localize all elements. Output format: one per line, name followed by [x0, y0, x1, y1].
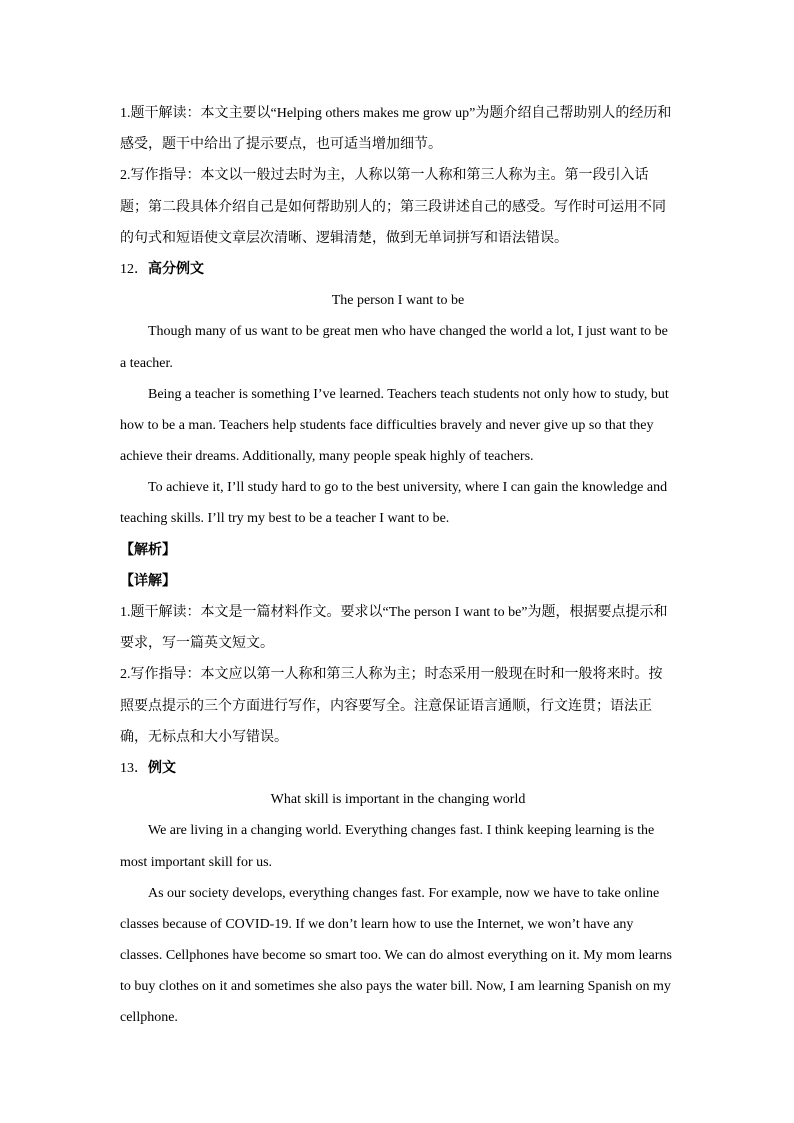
text-line: Though many of us want to be great men who have changed the world a lot, I just want to be [148, 324, 668, 340]
text-line: 感受，题干中给出了提示要点，也可适当增加细节。 [120, 137, 442, 153]
text-line: to buy clothes on it and sometimes she also pays the water bill. Now, I am learning Spanish on my [120, 979, 671, 995]
text-line: how to be a man. Teachers help students face difficulties bravely and never give up so that they [120, 417, 654, 433]
text-line: teaching skills. I’ll try my best to be a teacher I want to be. [120, 511, 450, 527]
text-line: 确，无标点和大小写错误。 [120, 729, 288, 745]
text-line: classes because of COVID-19. If we don’t learn how to use the Internet, we won’t have any [120, 916, 634, 932]
text-line: 2.写作指导：本文应以第一人称和第三人称为主；时态采用一般现在时和一般将来时。按 [120, 667, 663, 683]
section-heading-13 [120, 753, 676, 784]
text-line: As our society develops, everything changes fast. For example, now we have to take online [148, 885, 660, 901]
section-title: 高分例文 [148, 261, 204, 277]
section-title: 例文 [148, 760, 176, 776]
text-line: 1.题干解读：本文主要以“Helping others makes me grow up”为题介绍自己帮助别人的经历和 [120, 106, 672, 121]
text-line: 要求，写一篇英文短文。 [120, 636, 274, 652]
section-number: 12． [120, 261, 148, 277]
essay-title: What skill is important in the changing world [270, 792, 526, 808]
text-line: 照要点提示的三个方面进行写作，内容要写全。注意保证语言通顺，行文连贯；语法正 [120, 698, 652, 714]
text-line: 1.题干解读：本文是一篇材料作文。要求以“The person I want to be”为题，根据要点提示和 [120, 605, 668, 620]
text-line: most important skill for us. [120, 854, 273, 870]
text-line: 题；第二段具体介绍自己是如何帮助别人的；第三段讲述自己的感受。写作时可运用不同 [120, 199, 666, 215]
text-line: Being a teacher is something I’ve learned. Teachers teach students not only how to study, but [148, 386, 669, 402]
text-line: achieve their dreams. Additionally, many people speak highly of teachers. [120, 449, 534, 465]
text-line: classes. Cellphones have become so smart too. We can do almost everything on it. My mom learns [120, 948, 672, 964]
text-line: a teacher. [120, 355, 173, 371]
text-line: 2.写作指导：本文以一般过去时为主，人称以第一人称和第三人称为主。第一段引入话 [120, 168, 649, 184]
text-line: To achieve it, I’ll study hard to go to the best university, where I can gain the knowledge and [148, 480, 668, 496]
text-line: 的句式和短语使文章层次清晰、逻辑清楚，做到无单词拼写和语法错误。 [120, 230, 568, 246]
essay-title: The person I want to be [331, 293, 465, 309]
document-body [120, 98, 676, 1034]
text-line: cellphone. [120, 1010, 178, 1026]
section-heading-12 [120, 254, 676, 285]
section-number: 13． [120, 760, 148, 776]
detail-heading: 【详解】 [120, 573, 176, 589]
analysis-heading: 【解析】 [120, 542, 176, 558]
text-line: We are living in a changing world. Everything changes fast. I think keeping learning is the [148, 823, 655, 839]
